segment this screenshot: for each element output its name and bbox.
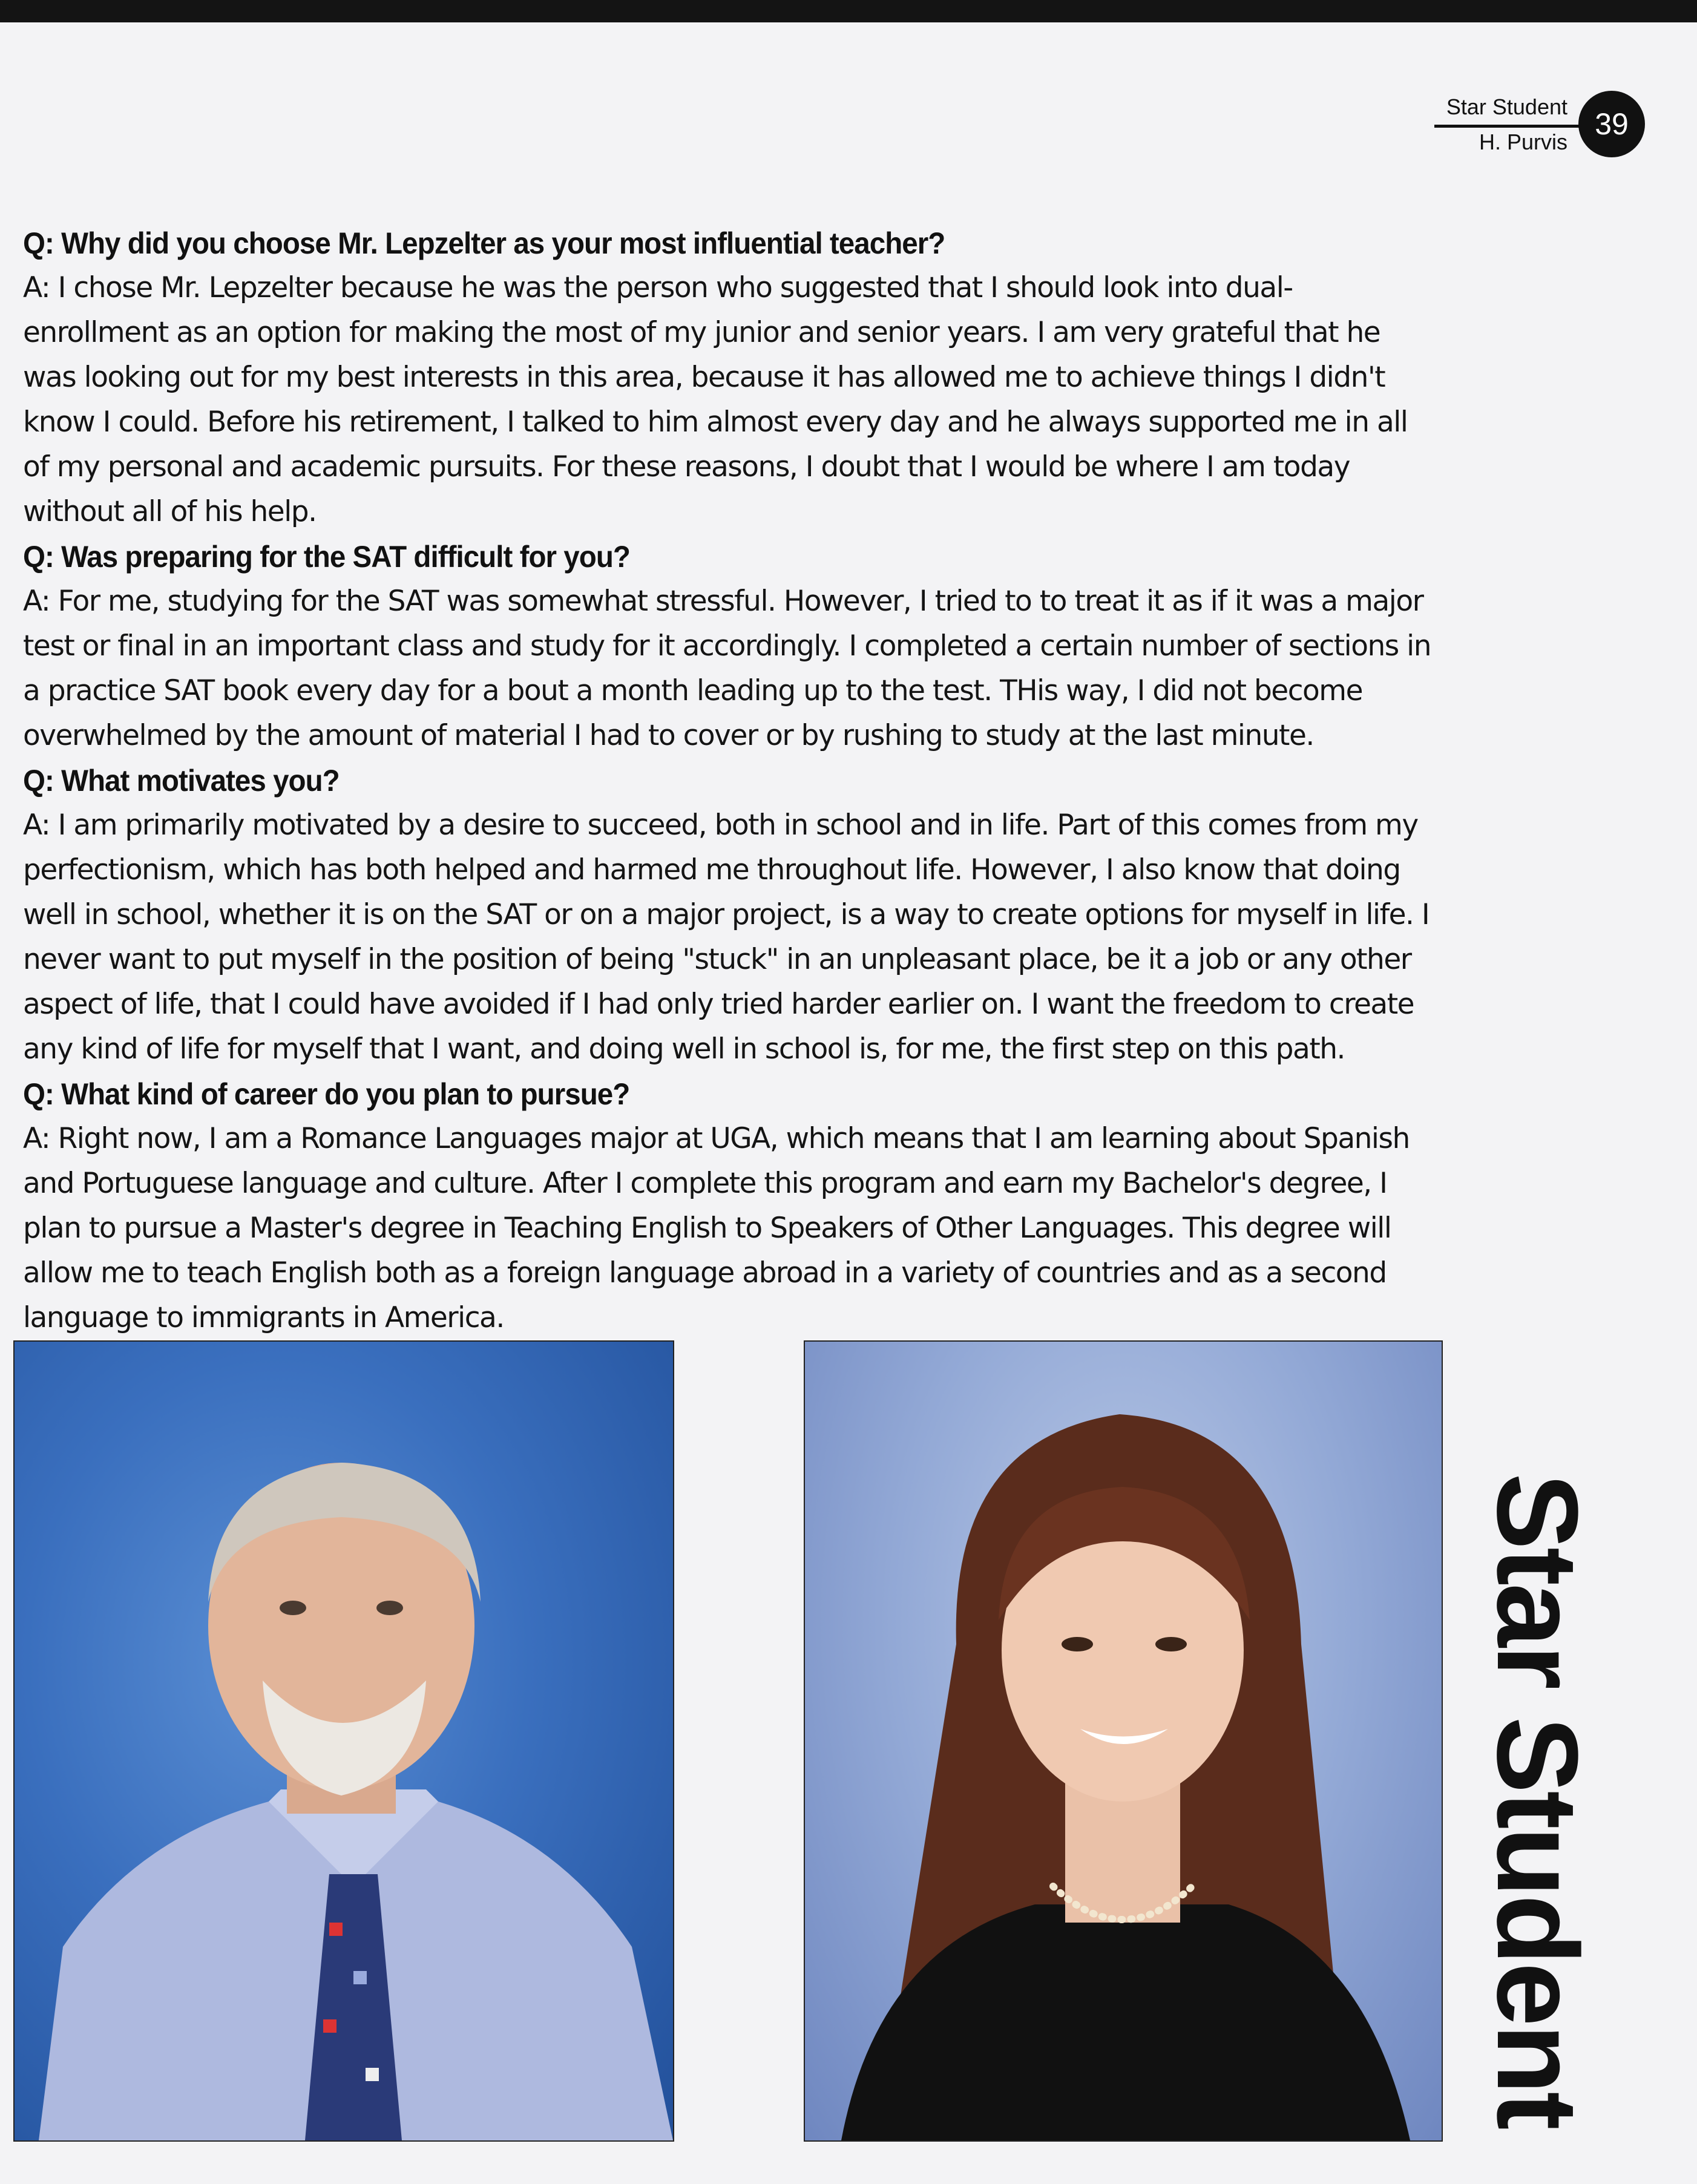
answer: A: I chose Mr. Lepzelter because he was the person who suggested that I should look into dual-enrollment as an option for making the most of my junior and senior years. I am very grateful that he was looking out for my best interests in this area, because it has allowed me to achieve things I didn't know I could. Before his retirement, I talked to him almost every day and he always supported me in all of my personal and academic pursuits. For these reasons, I doubt that I would be where I am today without all of his help. — [23, 271, 1408, 528]
header-section-title: Star Student — [1446, 94, 1567, 119]
qa-item — [23, 534, 1433, 758]
page-number-badge: 39 — [1578, 91, 1645, 157]
top-edge-bar — [0, 0, 1697, 22]
vertical-section-title — [1465, 1473, 1610, 2128]
answer: A: I am primarily motivated by a desire to succeed, both in school and in life. Part of this comes from my perfectionism, which has both helped and harmed me throughout life. However, I also know that doing well in school, whether it is on the SAT or on a major project, is a way to create options for myself in life. I never want to put myself in the position of being "stuck" in an unpleasant place, be it a job or any other aspect of life, that I could have avoided if I had only tried harder earlier on. I want the freedom to create any kind of life for myself that I want, and doing well in school is, for me, the first step on this path. — [23, 808, 1429, 1066]
student-portrait-photo — [804, 1340, 1443, 2142]
qa-item — [23, 758, 1433, 1072]
question: Q: Why did you choose Mr. Lepzelter as your most influential teacher? — [23, 226, 945, 260]
answer: A: Right now, I am a Romance Languages major at UGA, which means that I am learning about Spanish and Portuguese language and culture. After I complete this program and earn my Bachelor's degree, I plan to pursue a Master's degree in Teaching English to Speakers of Other Languages. This degree will allow me to teach English both as a foreign language abroad in a variety of countries and as a second language to immigrants in America. — [23, 1122, 1410, 1334]
teacher-portrait-illustration — [15, 1342, 673, 2140]
answer: A: For me, studying for the SAT was somewhat stressful. However, I tried to to treat it as if it was a major test or final in an important class and study for it accordingly. I completed a certain number of sections in a practice SAT book every day for a bout a month leading up to the test. THis way, I did not become overwhelmed by the amount of material I had to cover or by rushing to study at the last minute. — [23, 585, 1431, 752]
teacher-portrait-photo — [13, 1340, 674, 2142]
qa-item — [23, 1072, 1433, 1340]
page-header — [1428, 91, 1646, 157]
question: Q: What motivates you? — [23, 764, 340, 798]
interview-text — [23, 221, 1433, 1340]
student-portrait-illustration — [805, 1342, 1442, 2140]
vertical-title-text: Star Student — [1473, 1473, 1601, 2128]
question: Q: What kind of career do you plan to pursue? — [23, 1077, 630, 1111]
qa-item — [23, 221, 1433, 534]
header-author: H. Purvis — [1479, 130, 1567, 154]
question: Q: Was preparing for the SAT difficult for you? — [23, 540, 630, 574]
